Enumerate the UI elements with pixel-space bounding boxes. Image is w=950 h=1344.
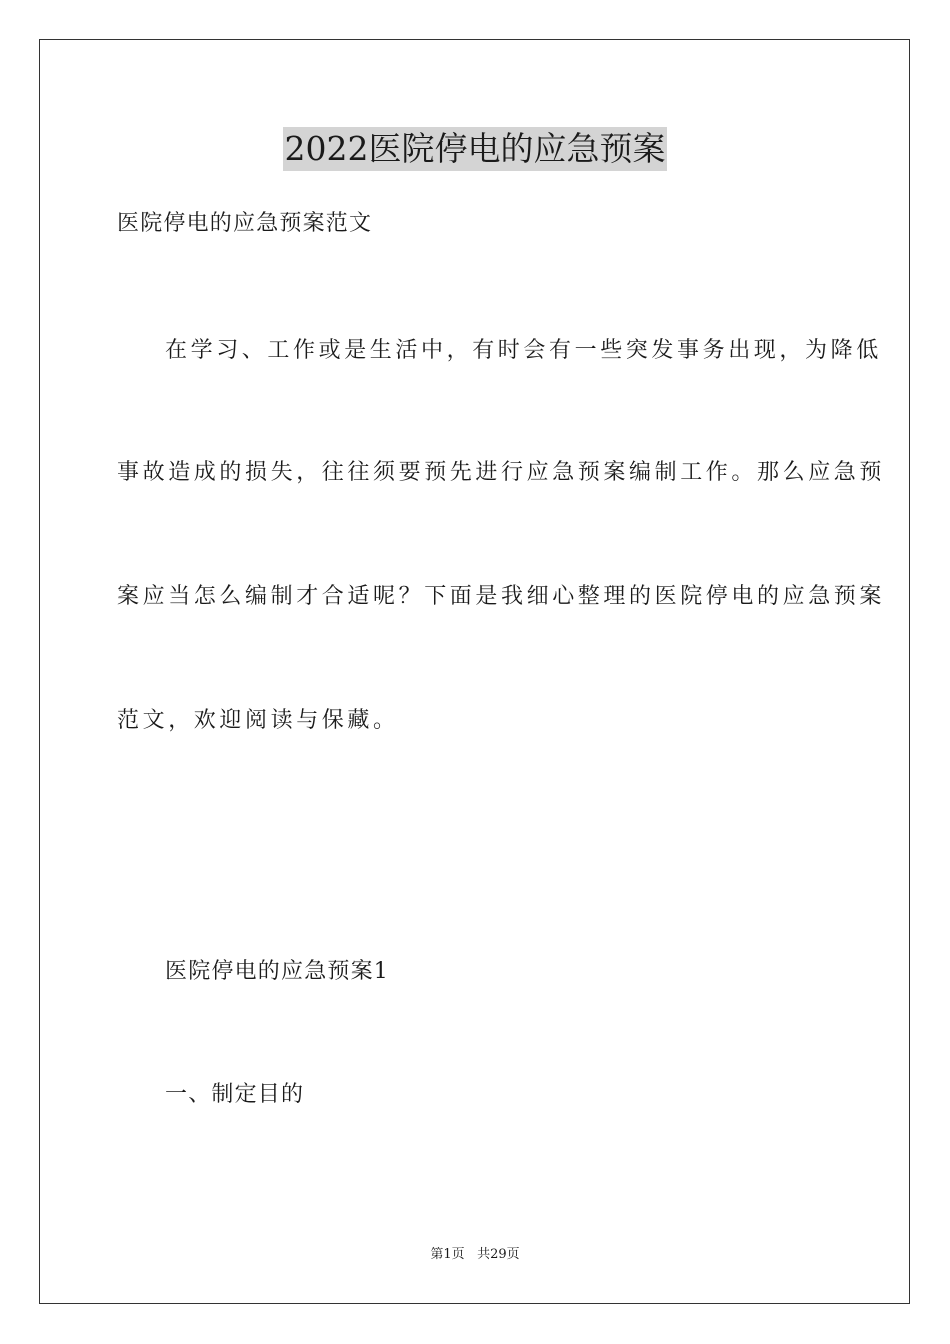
page-number: 第1页 bbox=[430, 1247, 465, 1262]
section-heading: 医院停电的应急预案1 bbox=[165, 959, 389, 984]
intro-line-3: 案应当怎么编制才合适呢？下面是我细心整理的医院停电的应急预案 bbox=[117, 584, 886, 609]
intro-line-4: 范文，欢迎阅读与保藏。 bbox=[117, 708, 399, 733]
intro-line-1: 在学习、工作或是生活中，有时会有一些突发事务出现，为降低 bbox=[165, 338, 882, 363]
intro-line-2: 事故造成的损失，往往须要预先进行应急预案编制工作。那么应急预 bbox=[117, 460, 886, 485]
page-total: 共29页 bbox=[477, 1247, 520, 1262]
title-container bbox=[0, 127, 950, 171]
page-footer bbox=[0, 1246, 950, 1264]
subsection-heading: 一、制定目的 bbox=[165, 1082, 305, 1107]
document-subtitle: 医院停电的应急预案范文 bbox=[117, 211, 373, 236]
document-title: 2022医院停电的应急预案 bbox=[283, 127, 668, 171]
